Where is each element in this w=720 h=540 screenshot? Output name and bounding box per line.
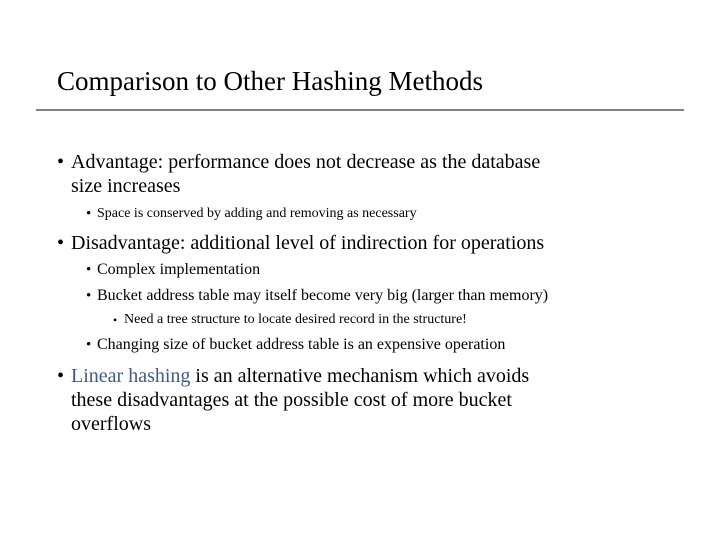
bullet-dot-icon: • (57, 365, 65, 387)
bullet-disadvantage-text: Disadvantage: additional level of indirection for operations (71, 232, 545, 254)
bullet-dot-icon: • (113, 313, 118, 327)
bullet-disadvantage (57, 231, 544, 255)
bullet-dot-icon: • (86, 262, 92, 278)
sub-bullet-changing-size-text: Changing size of bucket address table is an expensive operation (97, 336, 506, 353)
linear-hashing-term: Linear hashing (71, 365, 191, 387)
bullet-dot-icon: • (57, 151, 65, 173)
sub-bullet-space-text: Space is conserved by adding and removing as necessary (97, 206, 417, 221)
bullet-linear-hashing-line2: these disadvantages at the possible cost of more bucket (71, 389, 512, 411)
sub-bullet-space (86, 204, 417, 224)
sub-bullet-changing-size (86, 335, 505, 355)
bullet-advantage-line2: size increases (71, 175, 181, 197)
bullet-linear-hashing (57, 364, 529, 436)
sub-bullet-complex-text: Complex implementation (97, 261, 261, 278)
bullet-dot-icon: • (86, 337, 92, 353)
title-divider (36, 109, 684, 111)
sub-bullet-bucket-table (86, 286, 548, 306)
sub-bullet-bucket-table-text: Bucket address table may itself become very big (larger than memory) (97, 287, 549, 304)
bullet-dot-icon: • (57, 232, 65, 254)
sub-bullet-complex (86, 260, 260, 280)
slide-title: Comparison to Other Hashing Methods (57, 66, 483, 96)
bullet-dot-icon: • (86, 206, 92, 222)
linear-hashing-line1-rest: is an alternative mechanism which avoids (190, 365, 530, 387)
bullet-advantage (57, 150, 540, 198)
sub-sub-bullet-tree-text: Need a tree structure to locate desired record in the structure! (124, 312, 467, 327)
bullet-linear-hashing-line3: overflows (71, 413, 151, 435)
sub-sub-bullet-tree (113, 311, 467, 329)
bullet-linear-hashing-line1 (71, 364, 529, 388)
bullet-dot-icon: • (86, 288, 92, 304)
bullet-advantage-line1: Advantage: performance does not decrease as the database (71, 151, 541, 173)
